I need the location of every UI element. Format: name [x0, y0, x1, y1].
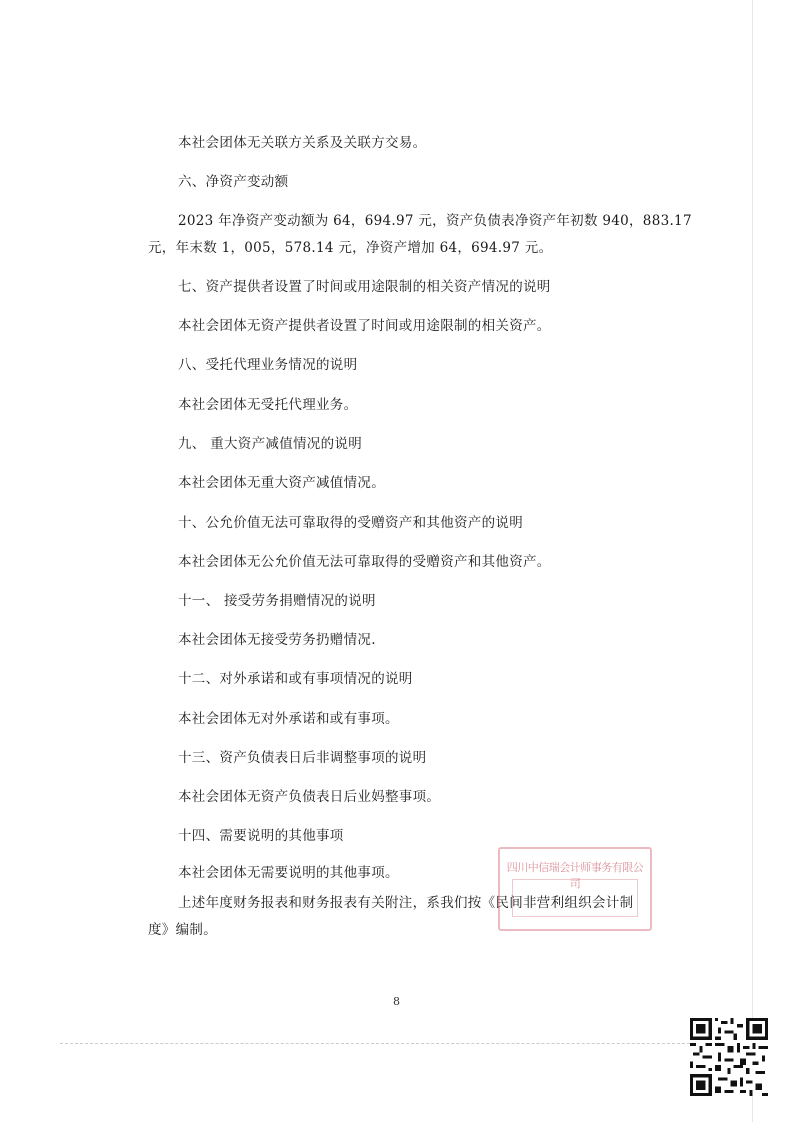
scan-edge-line: [752, 0, 753, 1122]
section-heading: 十一、 接受劳务捐赠情况的说明: [178, 593, 376, 609]
paragraph: 本社会团体无重大资产减值情况。: [178, 475, 385, 491]
page-number: 8: [393, 995, 400, 1008]
paragraph: 2023 年净资产变动额为 64，694.97 元，资产负债表净资产年初数 940，883.17: [178, 213, 692, 229]
footer-divider: [60, 1043, 700, 1044]
section-heading: 八、受托代理业务情况的说明: [178, 357, 358, 373]
paragraph: 本社会团体无需要说明的其他事项。: [178, 865, 399, 881]
paragraph-continuation: 元，年末数 1，005，578.14 元，净资产增加 64，694.97 元。: [148, 240, 553, 256]
company-seal: [498, 847, 652, 931]
paragraph: 本社会团体无关联方关系及关联方交易。: [178, 135, 427, 151]
section-heading: 六、净资产变动额: [178, 174, 289, 190]
paragraph: 上述年度财务报表和财务报表有关附注，系我们按《民间非营利组织会计制: [178, 895, 634, 911]
paragraph: 本社会团体无受托代理业务。: [178, 397, 358, 413]
paragraph: 本社会团体无公允价值无法可靠取得的受赠资产和其他资产。: [178, 554, 551, 570]
seal-text: 四川中信瑞会计师事务有限公司: [506, 861, 644, 890]
seal-inner-box: [512, 879, 638, 917]
qr-code-icon: [690, 1018, 768, 1096]
paragraph-continuation: 度》编制。: [148, 922, 217, 938]
paragraph: 本社会团体无对外承诺和或有事项。: [178, 711, 399, 727]
section-heading: 九、 重大资产减值情况的说明: [178, 436, 362, 452]
section-heading: 七、资产提供者设置了时间或用途限制的相关资产情况的说明: [178, 279, 551, 295]
paragraph: 本社会团体无接受劳务扔赠情况.: [178, 632, 376, 648]
paragraph: 本社会团体无资产负债表日后业妈整事项。: [178, 789, 441, 805]
section-heading: 十四、需要说明的其他事项: [178, 828, 344, 844]
section-heading: 十三、资产负债表日后非调整事项的说明: [178, 750, 427, 766]
section-heading: 十二、对外承诺和或有事项情况的说明: [178, 671, 413, 687]
section-heading: 十、公允价值无法可靠取得的受赠资产和其他资产的说明: [178, 515, 523, 531]
paragraph: 本社会团体无资产提供者设置了时间或用途限制的相关资产。: [178, 318, 551, 334]
